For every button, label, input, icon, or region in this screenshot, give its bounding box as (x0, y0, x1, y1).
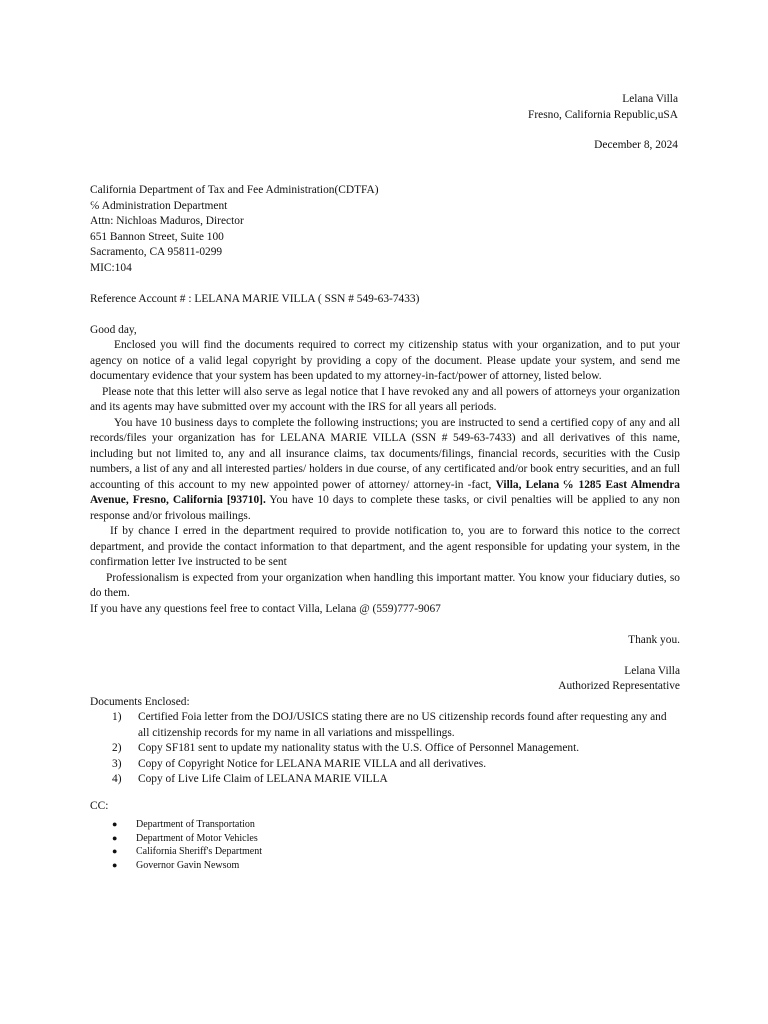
sender-location: Fresno, California Republic,uSA (528, 108, 678, 121)
list-item (90, 710, 680, 741)
recipient-line: 651 Bannon Street, Suite 100 (90, 230, 224, 243)
paragraph-legal-notice: Please note that this letter will also serve as legal notice that I have revoked any and all powers of attorneys your organization and its agents may have submitted over my account with the IRS for all years all periods. (90, 385, 680, 413)
list-item (90, 859, 680, 873)
item-number: 4) (112, 773, 122, 785)
item-text: Certified Foia letter from the DOJ/USICS stating there are no US citizenship records found after requesting any and all citizenship records for my name in all variations and misspellings. (138, 711, 667, 739)
reference-line: Reference Account # : LELANA MARIE VILLA ( SSN # 549-63-7433) (90, 292, 420, 305)
enclosures-list (90, 710, 680, 788)
cc-recipient: California Sheriff's Department (136, 846, 263, 858)
paragraph-forwarding: If by chance I erred in the department required to provide notification to, you are to forward this notice to the correct department, and provide the contact information to that department, and the agent responsible for updating your system, in the confirmation letter Ive instructed to be sent (90, 525, 680, 568)
letter-date: December 8, 2024 (594, 139, 678, 151)
bullet-icon: ● (112, 819, 118, 829)
enclosures-heading: Documents Enclosed: (90, 695, 190, 708)
bullet-icon: ● (112, 859, 118, 870)
thank-you: Thank you. (628, 633, 680, 646)
item-number: 1) (112, 711, 122, 723)
paragraph-professionalism: Professionalism is expected from your organization when handling this important matter. You know your fiduciary duties, so do them. (90, 571, 680, 599)
item-number: 3) (112, 757, 122, 770)
item-text: Copy of Copyright Notice for LELANA MARIE VILLA and all derivatives. (138, 757, 487, 770)
letter-body (90, 183, 680, 872)
item-text: Copy SF181 sent to update my nationality status with the U.S. Office of Personnel Management. (138, 742, 580, 754)
cc-label: CC: (90, 799, 109, 812)
list-item (90, 757, 680, 773)
cc-list (90, 818, 680, 872)
list-item (90, 845, 680, 859)
recipient-line: ℅ Administration Department (90, 199, 228, 212)
cc-recipient: Department of Motor Vehicles (136, 832, 258, 844)
recipient-line: California Department of Tax and Fee Administration(CDTFA) (90, 184, 379, 196)
signature-name: Lelana Villa (624, 664, 680, 677)
list-item (90, 741, 680, 757)
signature-title: Authorized Representative (558, 680, 680, 692)
bullet-icon: ● (112, 846, 118, 857)
recipient-line: Sacramento, CA 95811-0299 (90, 246, 223, 258)
item-number: 2) (112, 742, 122, 754)
paragraph-instructions (90, 416, 680, 525)
instructions-deadline: You have 10 days to complete these tasks, or civil penalties will be applied to any non response and/or frivolous mailings. (90, 494, 681, 522)
cc-recipient: Governor Gavin Newsom (136, 859, 240, 871)
greeting: Good day, (90, 323, 137, 336)
recipient-line: MIC:104 (90, 261, 132, 274)
item-text: Copy of Live Life Claim of LELANA MARIE VILLA (138, 773, 388, 785)
instructions-text: You have 10 business days to complete the following instructions; you are instructed to send a certified copy of any and all records/files your organization has for LELANA MARIE VILLA (SSN # 549-63-7433) and all derivatives of this name, including but not limited to, any and all insurance claims, tax documents/filings, financial records, securities with the Cusip numbers, a list of any and all interested parties/ holders in due course, of any certificated and/or book entry securities, and an full accounting of this account to my new appointed power of attorney/ attorney-in -fact, (90, 416, 680, 491)
recipient-block (90, 183, 680, 276)
list-item (90, 772, 680, 788)
list-item (90, 818, 680, 832)
list-item (90, 832, 680, 846)
bullet-icon: ● (112, 832, 118, 843)
sender-name: Lelana Villa (622, 93, 678, 105)
sender-block (528, 92, 678, 123)
recipient-line: Attn: Nichloas Maduros, Director (90, 215, 244, 227)
paragraph-enclosed: Enclosed you will find the documents required to correct my citizenship status with your organization, and to put your agency on notice of a valid legal copyright by providing a copy of the document. Please update your system, and send me documentary evidence that your system has been updated to my attorney-in-fact/power of attorney, listed below. (90, 339, 680, 382)
cc-recipient: Department of Transportation (136, 819, 255, 830)
attorney-address: Villa, Lelana ℅ 1285 East Almendra Avenue, Fresno, California [93710]. (90, 478, 680, 506)
contact-line: If you have any questions feel free to contact Villa, Lelana @ (559)777-9067 (90, 602, 441, 615)
